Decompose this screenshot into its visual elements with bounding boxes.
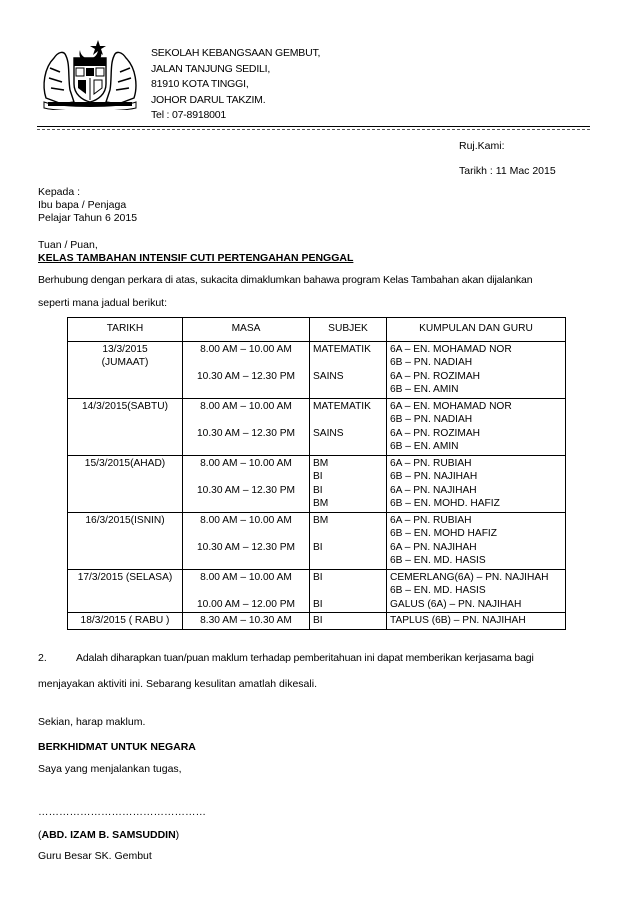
cell-guru: [387, 455, 566, 512]
cell-masa-line: [186, 584, 306, 598]
cell-subjek-line: MATEMATIK: [313, 400, 371, 412]
cell-masa-line: [186, 356, 306, 370]
table-row: [68, 569, 566, 613]
cell-guru: [387, 569, 566, 613]
table-row: [68, 613, 566, 630]
cell-guru-line: 6A – PN. NAJIHAH: [390, 541, 477, 553]
cell-guru-line: 6B – EN. AMIN: [390, 384, 459, 395]
cell-subjek-line: [313, 413, 383, 427]
cell-guru-line: 6B – EN. AMIN: [390, 441, 459, 452]
cell-guru-line: 6B – PN. NADIAH: [390, 357, 473, 368]
reference-number: Ruj.Kami:: [459, 140, 505, 152]
cell-masa-line: 10.00 AM – 12.00 PM: [197, 598, 295, 610]
address-line-2: 81910 KOTA TINGGI,: [151, 78, 249, 90]
header-tarikh: TARIKH: [68, 318, 183, 342]
cell-guru: [387, 398, 566, 455]
cell-masa: [183, 455, 310, 512]
cell-masa-line: 10.30 AM – 12.30 PM: [197, 541, 295, 553]
cell-masa-line: 8.00 AM – 10.00 AM: [200, 514, 292, 526]
letter-title: KELAS TAMBAHAN INTENSIF CUTI PERTENGAHAN PENGGAL: [38, 252, 354, 264]
cell-tarikh-line: 13/3/2015: [102, 343, 148, 355]
cell-masa: [183, 398, 310, 455]
name-open-paren: (: [38, 829, 42, 841]
coat-of-arms-logo: [40, 38, 140, 110]
cell-guru: [387, 512, 566, 569]
cell-guru-line: 6B – EN. MOHD. HAFIZ: [390, 498, 500, 509]
cell-subjek: [310, 569, 387, 613]
cell-masa: [183, 512, 310, 569]
header-subjek: SUBJEK: [310, 318, 387, 342]
cell-tarikh-line: 16/3/2015(ISNIN): [85, 514, 165, 526]
intro-line-1: Berhubung dengan perkara di atas, sukacita dimaklumkan bahawa program Kelas Tambahan akan dijalankan: [38, 274, 533, 286]
cell-guru-line: 6A – EN. MOHAMAD NOR: [390, 400, 512, 412]
cell-masa: [183, 569, 310, 613]
cell-subjek-line: SAINS: [313, 427, 344, 439]
cell-masa: [183, 613, 310, 630]
cell-tarikh-line: (JUMAAT): [101, 357, 149, 368]
signatory-position: Guru Besar SK. Gembut: [38, 850, 152, 862]
para2-number: 2.: [38, 652, 47, 664]
signatory-name: ABD. IZAM B. SAMSUDDIN: [41, 829, 176, 841]
cell-masa-line: [186, 470, 306, 484]
cell-tarikh-line: 14/3/2015(SABTU): [81, 400, 169, 412]
cell-masa-line: 10.30 AM – 12.30 PM: [197, 484, 295, 496]
cell-subjek-line: BI: [313, 484, 323, 496]
cell-masa-line: [186, 527, 306, 541]
cell-guru: [387, 613, 566, 630]
telephone: Tel : 07-8918001: [151, 109, 227, 121]
closing-motto: BERKHIDMAT UNTUK NEGARA: [38, 741, 196, 753]
cell-subjek-line: BI: [313, 471, 323, 482]
cell-guru-line: 6B – EN. MD. HASIS: [390, 555, 486, 566]
cell-masa-line: 10.30 AM – 12.30 PM: [197, 370, 295, 382]
cell-subjek-line: [313, 356, 383, 370]
signatory-name-line: [38, 829, 179, 841]
letter-date: Tarikh : 11 Mac 2015: [459, 165, 556, 177]
cell-tarikh: [68, 398, 183, 455]
cell-tarikh-line: 18/3/2015 ( RABU ): [80, 615, 170, 626]
address-line-1: JALAN TANJUNG SEDILI,: [151, 62, 271, 75]
cell-subjek-line: MATEMATIK: [313, 343, 371, 355]
recipient-line-2: Pelajar Tahun 6 2015: [38, 212, 138, 224]
cell-subjek-line: BI: [313, 541, 323, 553]
cell-subjek: [310, 455, 387, 512]
cell-guru-line: GALUS (6A) – PN. NAJIHAH: [390, 598, 522, 610]
name-close-paren: ): [175, 829, 180, 841]
cell-masa-line: 8.00 AM – 10.00 AM: [200, 457, 292, 469]
cell-masa-line: 8.30 AM – 10.30 AM: [200, 615, 292, 626]
cell-subjek-line: BM: [313, 457, 329, 469]
salutation: Tuan / Puan,: [38, 239, 98, 251]
cell-tarikh-line: 17/3/2015 (SELASA): [77, 571, 173, 583]
cell-guru-line: 6B – EN. MD. HASIS: [390, 585, 486, 596]
cell-subjek-line: [313, 584, 383, 598]
cell-guru-line: 6A – PN. RUBIAH: [390, 514, 472, 526]
table-row: [68, 341, 566, 398]
cell-subjek: [310, 398, 387, 455]
cell-tarikh: [68, 455, 183, 512]
cell-tarikh: [68, 512, 183, 569]
table-header-row: [68, 318, 566, 342]
header-kumpulan-guru: KUMPULAN DAN GURU: [387, 318, 566, 342]
signature-line: …………………………………………: [38, 806, 206, 818]
cell-guru: [387, 341, 566, 398]
header-divider: [37, 126, 590, 127]
cell-guru-line: 6A – EN. MOHAMAD NOR: [390, 343, 512, 355]
cell-guru-line: 6A – PN. ROZIMAH: [390, 370, 481, 382]
cell-masa-line: 8.00 AM – 10.00 AM: [200, 343, 292, 355]
cell-subjek: [310, 613, 387, 630]
cell-subjek: [310, 512, 387, 569]
intro-line-2: seperti mana jadual berikut:: [38, 297, 167, 309]
cell-tarikh: [68, 341, 183, 398]
schedule-table: [67, 317, 566, 630]
cell-tarikh: [68, 613, 183, 630]
cell-masa-line: 8.00 AM – 10.00 AM: [200, 400, 292, 412]
address-line-3: JOHOR DARUL TAKZIM.: [151, 93, 266, 106]
cell-guru-line: CEMERLANG(6A) – PN. NAJIHAH: [390, 571, 549, 583]
table-row: [68, 398, 566, 455]
table-row: [68, 455, 566, 512]
cell-masa-line: 10.30 AM – 12.30 PM: [197, 427, 295, 439]
cell-subjek-line: BM: [313, 498, 329, 509]
cell-subjek-line: SAINS: [313, 370, 344, 382]
cell-guru-line: TAPLUS (6B) – PN. NAJIHAH: [390, 615, 526, 626]
cell-masa: [183, 341, 310, 398]
cell-subjek-line: BM: [313, 514, 329, 526]
recipient-label: Kepada :: [38, 186, 81, 198]
cell-subjek-line: [313, 527, 383, 541]
closing-sekian: Sekian, harap maklum.: [38, 716, 146, 728]
para2-line-1: Adalah diharapkan tuan/puan maklum terhadap pemberitahuan ini dapat memberikan kerjasama bagi: [76, 652, 534, 664]
cell-guru-line: 6B – EN. MOHD HAFIZ: [390, 528, 497, 539]
school-address: [151, 46, 320, 124]
cell-guru-line: 6A – PN. NAJIHAH: [390, 484, 477, 496]
school-name: SEKOLAH KEBANGSAAN GEMBUT,: [151, 47, 321, 59]
cell-subjek-line: BI: [313, 615, 323, 626]
cell-subjek-line: BI: [313, 598, 323, 610]
cell-tarikh: [68, 569, 183, 613]
para2-line-2: menjayakan aktiviti ini. Sebarang kesulitan amatlah dikesali.: [38, 678, 317, 690]
cell-guru-line: 6B – PN. NAJIHAH: [390, 471, 478, 482]
header-masa: MASA: [183, 318, 310, 342]
cell-masa-line: [186, 413, 306, 427]
table-row: [68, 512, 566, 569]
closing-saya: Saya yang menjalankan tugas,: [38, 763, 182, 775]
header-divider-dashed: [37, 129, 590, 130]
recipient-line-1: Ibu bapa / Penjaga: [38, 199, 127, 211]
cell-tarikh-line: 15/3/2015(AHAD): [84, 457, 166, 469]
cell-subjek: [310, 341, 387, 398]
cell-masa-line: 8.00 AM – 10.00 AM: [200, 571, 292, 583]
cell-guru-line: 6B – PN. NADIAH: [390, 414, 473, 425]
cell-subjek-line: BI: [313, 571, 323, 583]
cell-guru-line: 6A – PN. ROZIMAH: [390, 427, 481, 439]
cell-guru-line: 6A – PN. RUBIAH: [390, 457, 472, 469]
